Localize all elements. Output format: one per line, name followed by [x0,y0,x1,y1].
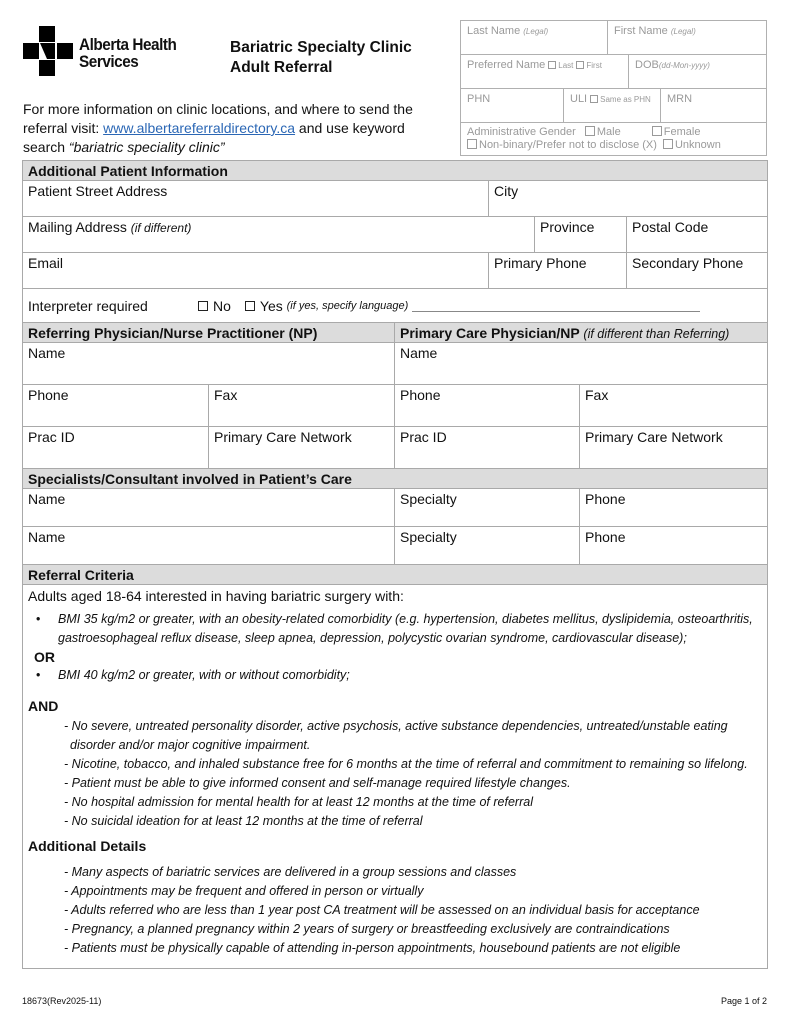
interpreter-row [23,289,767,323]
uli-field[interactable] [564,89,661,122]
primary-care-phone-field[interactable] [395,385,580,426]
ahs-cross-logo-icon [23,26,73,76]
gender-nonbinary-label: Non-binary/Prefer not to disclose (X) [479,139,657,151]
phn-label: PHN [467,93,491,105]
mailing-address-field[interactable] [23,217,535,252]
interpreter-no-label: No [213,297,231,314]
primary-phone-label: Primary Phone [494,255,587,271]
primary-care-pcn-field[interactable] [580,427,767,468]
interpreter-note: (if yes, specify language) [286,299,409,312]
contact-row [23,253,767,289]
primary-care-fax-label: Fax [585,387,609,403]
specialist-2-specialty-field[interactable] [395,527,580,564]
email-field[interactable] [23,253,489,288]
postal-code-field[interactable] [627,217,767,252]
interpreter-label: Interpreter required [28,297,148,314]
province-field[interactable] [535,217,627,252]
detail-item: - Patients must be physically capable of attending in-person appointments, housebound patients are not eligible [64,941,681,955]
dob-label: DOB [635,59,659,71]
referring-fax-field[interactable] [209,385,395,426]
interpreter-language-input[interactable] [412,300,700,312]
first-name-label: First Name [614,25,668,37]
primary-phone-field[interactable] [489,253,627,288]
postal-code-label: Postal Code [632,219,709,235]
section-header-referral-criteria [23,565,767,585]
preferred-first-label: First [586,61,602,70]
uli-label: ULI [570,93,588,105]
preferred-name-field[interactable] [461,55,629,88]
first-name-note: (Legal) [670,27,696,36]
city-label: City [494,183,519,199]
uli-same-as-phn-checkbox[interactable] [590,95,598,103]
specialist-name-label: Name [28,529,66,545]
referring-name-label: Name [28,345,66,361]
specialist-name-label: Name [28,491,66,507]
primary-care-prac-id-label: Prac ID [400,429,447,445]
last-name-label: Last Name [467,25,521,37]
primary-care-fax-field[interactable] [580,385,767,426]
specialist-row-2 [23,527,767,565]
patient-id-box [460,20,767,156]
legal-name-row [461,21,766,55]
interpreter-yes-checkbox[interactable] [245,301,255,311]
first-name-field[interactable] [608,21,768,54]
physician-phone-row [23,385,767,427]
referral-criteria-body [23,585,767,968]
referring-pcn-field[interactable] [209,427,395,468]
form-number: 18673(Rev2025-11) [22,996,102,1006]
preferred-last-label: Last [558,61,574,70]
interpreter-yes-label: Yes [259,297,283,314]
specialist-2-name-field[interactable] [23,527,395,564]
specialist-phone-label: Phone [585,491,626,507]
referring-prac-id-field[interactable] [23,427,209,468]
email-label: Email [28,255,64,271]
additional-details-list [28,863,762,958]
and-criterion: - Nicotine, tobacco, and inhaled substance free for 6 months at the time of referral and commitment to remaining so lifelong. [64,757,748,771]
preferred-first-checkbox[interactable] [576,61,584,69]
physician-name-row [23,343,767,385]
and-criterion: - No hospital admission for mental health for at least 12 months at the time of referral [64,795,533,809]
gender-unknown-checkbox[interactable] [663,139,673,149]
criteria-intro: Adults aged 18-64 interested in having bariatric surgery with: [28,588,404,604]
mailing-address-note: (if different) [130,221,192,235]
specialist-1-specialty-field[interactable] [395,489,580,526]
bmi-35-criterion: • BMI 35 kg/m2 or greater, with an obesity-related comorbidity (e.g. hypertension, diabetes mellitus, dyslipidemia, osteoarthritis, gastroesophageal reflux disease, sleep apnea, depression, polycystic ovarian syndrome, cardiovascular disease); [28,610,762,648]
specialist-specialty-label: Specialty [400,529,457,545]
gender-male-label: Male [596,126,621,138]
bmi-criteria-list-2 [28,666,762,685]
secondary-phone-field[interactable] [627,253,767,288]
section-title: Referral Criteria [28,567,134,583]
and-criterion: - No suicidal ideation for at least 12 months at the time of referral [64,814,423,828]
detail-item: - Many aspects of bariatric services are delivered in a group sessions and classes [64,865,517,879]
referral-form [22,160,768,969]
preferred-last-checkbox[interactable] [548,61,556,69]
referring-fax-label: Fax [214,387,238,403]
logo-wordmark [79,36,176,70]
gender-unknown-label: Unknown [674,139,721,151]
logo-line-2: Services [79,52,139,71]
section-header-specialists [23,469,767,489]
search-keyword: “bariatric speciality clinic” [68,139,225,155]
gender-nonbinary-checkbox[interactable] [467,139,477,149]
section-header-additional-patient-info [23,161,767,181]
street-address-label: Patient Street Address [28,183,168,199]
primary-care-prac-id-field[interactable] [395,427,580,468]
info-text-middle: and use keyword search [23,120,405,155]
gender-field [461,123,768,156]
secondary-phone-label: Secondary Phone [632,255,744,271]
and-criterion: - Patient must be able to give informed consent and self-manage required lifestyle changes. [64,776,571,790]
mrn-field[interactable] [661,89,768,122]
form-title-line-1: Bariatric Specialty Clinic [230,39,412,56]
logo-line-1: Alberta Health [79,35,177,54]
and-criteria-list [28,717,762,831]
referring-pcn-label: Primary Care Network [214,429,352,445]
gender-female-checkbox[interactable] [652,126,662,136]
primary-care-heading-note: (if different than Referring) [583,327,730,341]
specialist-1-phone-field[interactable] [580,489,767,526]
referring-phone-field[interactable] [23,385,209,426]
info-text: For more information on clinic locations, and where to send the referral visit: [23,101,413,136]
city-field[interactable] [489,181,767,216]
mrn-label: MRN [667,93,693,105]
referring-phone-label: Phone [28,387,69,403]
primary-care-name-field[interactable] [395,343,767,384]
bmi-40-criterion: • BMI 40 kg/m2 or greater, with or without comorbidity; [28,666,762,685]
detail-item: - Appointments may be frequent and offered in person or virtually [64,884,424,898]
phn-uli-mrn-row [461,89,766,123]
physician-id-row [23,427,767,469]
phn-field[interactable] [461,89,564,122]
form-title [230,38,412,78]
uli-same-label: Same as PHN [600,95,651,104]
province-label: Province [540,219,595,235]
gender-label: Administrative Gender [467,126,576,138]
primary-care-pcn-label: Primary Care Network [585,429,723,445]
ahs-logo [23,26,193,76]
and-criterion: - No severe, untreated personality disorder, active psychosis, active substance dependencies, untreated/unstable eating disorder and/or major cognitive impairment. [64,719,728,752]
specialist-2-phone-field[interactable] [580,527,767,564]
mailing-row [23,217,767,253]
interpreter-no-checkbox[interactable] [198,301,208,311]
section-header-physicians [23,323,767,343]
gender-male-checkbox[interactable] [585,126,595,136]
referral-directory-link[interactable]: www.albertareferraldirectory.ca [103,120,296,136]
mailing-address-label: Mailing Address [28,219,127,235]
section-title: Specialists/Consultant involved in Patient’s Care [28,471,352,487]
and-label: AND [28,698,59,714]
referring-name-field[interactable] [23,343,395,384]
dob-field[interactable] [629,55,768,88]
section-title: Additional Patient Information [28,163,228,179]
last-name-note: (Legal) [523,27,549,36]
preferred-dob-row [461,55,766,89]
specialist-row-1 [23,489,767,527]
primary-care-phone-label: Phone [400,387,441,403]
specialist-specialty-label: Specialty [400,491,457,507]
referring-heading: Referring Physician/Nurse Practitioner (NP) [23,323,395,342]
referring-prac-id-label: Prac ID [28,429,75,445]
detail-item: - Pregnancy, a planned pregnancy within 2 years of surgery or breastfeeding exclusively are contraindications [64,922,670,936]
form-title-line-2: Adult Referral [230,59,333,76]
address-row [23,181,767,217]
specialist-phone-label: Phone [585,529,626,545]
primary-care-heading [395,323,767,342]
info-paragraph [23,100,443,157]
primary-care-heading-text: Primary Care Physician/NP [400,325,580,341]
primary-care-name-label: Name [400,345,438,361]
preferred-name-label: Preferred Name [467,59,546,71]
last-name-field[interactable] [461,21,608,54]
bmi-criteria-list [28,610,762,648]
page-indicator: Page 1 of 2 [720,996,767,1006]
detail-item: - Adults referred who are less than 1 year post CA treatment will be assessed on an individual basis for acceptance [64,903,700,917]
dob-format: (dd-Mon-yyyy) [658,61,710,70]
specialist-1-name-field[interactable] [23,489,395,526]
or-label: OR [34,649,55,665]
street-address-field[interactable] [23,181,489,216]
gender-female-label: Female [663,126,701,138]
gender-row [461,123,766,156]
additional-details-label: Additional Details [28,838,147,854]
